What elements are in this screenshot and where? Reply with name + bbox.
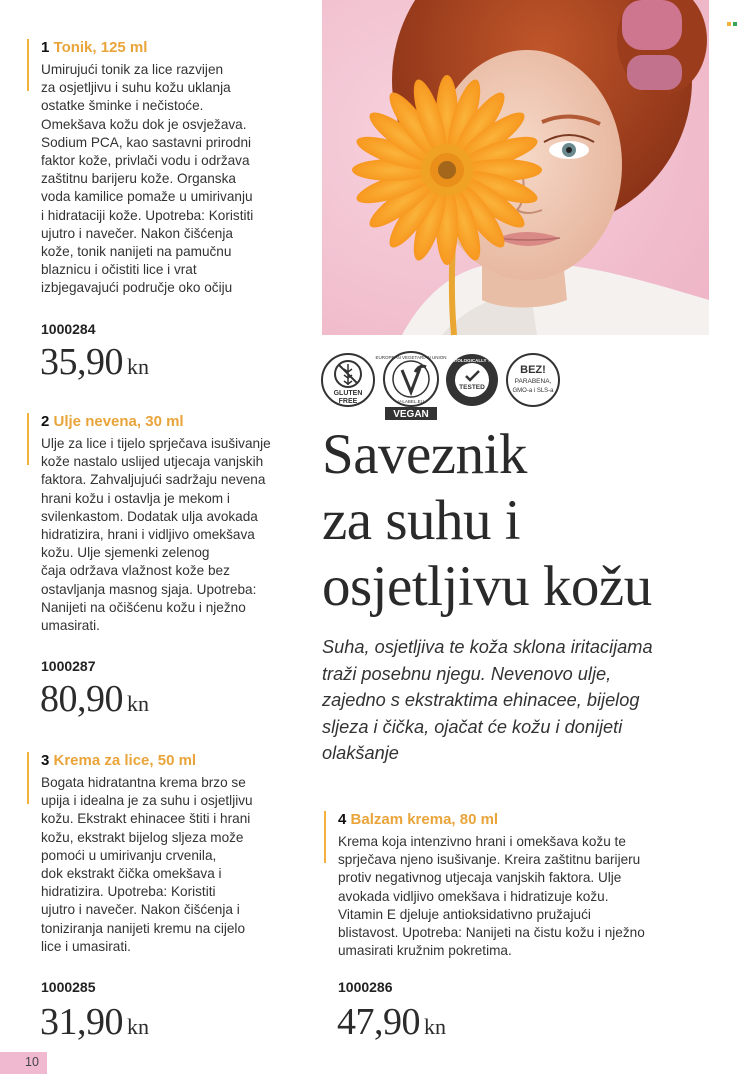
product-name: Ulje nevena, 30 ml bbox=[53, 413, 184, 430]
badge-text: GLUTEN bbox=[333, 390, 363, 397]
accent-bar bbox=[27, 39, 29, 91]
desc-line: ujutro i navečer. Nakon čišćenja bbox=[41, 225, 233, 241]
product-description bbox=[41, 774, 331, 956]
price-value: 31,90 bbox=[40, 1001, 123, 1043]
accent-bar bbox=[324, 811, 326, 863]
decor-dot bbox=[727, 22, 731, 26]
badge-text: EUROPEAN VEGETARIAN UNION bbox=[375, 355, 447, 360]
page-number-tab bbox=[0, 1052, 47, 1074]
desc-line: Sodium PCA, kao sastavni prirodni bbox=[41, 134, 252, 150]
desc-line: Vitamin E djeluje antioksidativno pružajući bbox=[338, 906, 591, 922]
desc-line: voda kamilice pomaže u umirivanju bbox=[41, 189, 253, 205]
vegan-badge bbox=[375, 350, 447, 427]
desc-line: faktor kože, privlači vodu i održava bbox=[41, 153, 250, 169]
desc-line: lice i umasirati. bbox=[41, 938, 131, 954]
price-currency: kn bbox=[127, 1014, 149, 1039]
desc-line: i hidrataciji kože. Upotreba: Koristiti bbox=[41, 207, 254, 223]
badge-text: GMO-a i SLS-a bbox=[512, 388, 554, 394]
product-heading bbox=[41, 413, 184, 430]
badge-text: V-LABEL.EU bbox=[398, 399, 424, 404]
desc-line: hidratizira, hrani i vidljivo omekšava bbox=[41, 527, 255, 543]
product-number: 3 bbox=[41, 752, 50, 769]
desc-line: čaja održava vlažnost kože bez bbox=[41, 563, 230, 579]
intro-line: traži posebnu njegu. Nevenovo ulje, bbox=[322, 663, 612, 684]
product-price bbox=[40, 677, 149, 721]
decor-dot bbox=[733, 22, 737, 26]
product-description bbox=[41, 435, 331, 635]
desc-line: izbjegavajući područje oko očiju bbox=[41, 280, 233, 296]
desc-line: blistavost. Upotreba: Nanijeti na čistu kožu i nježno bbox=[338, 925, 645, 941]
intro-line: olakšanje bbox=[322, 743, 399, 763]
product-description bbox=[41, 61, 331, 298]
product-number: 4 bbox=[338, 811, 347, 828]
product-code: 1000285 bbox=[41, 979, 96, 995]
badge-text: BEZ! bbox=[520, 364, 546, 376]
badge-text: VEGAN bbox=[393, 409, 429, 420]
product-name: Tonik, 125 ml bbox=[53, 39, 148, 56]
desc-line: faktora. Zahvaljujući sadržaju nevena bbox=[41, 472, 266, 488]
price-value: 35,90 bbox=[40, 341, 123, 383]
price-currency: kn bbox=[127, 691, 149, 716]
intro-line: sljeza i čička, ojačat će kožu i donijeti bbox=[322, 716, 623, 737]
badge-text: PARABENA, bbox=[514, 378, 552, 385]
desc-line: Ulje za lice i tijelo sprječava isušivanje bbox=[41, 436, 271, 451]
desc-line: blaznicu i očistiti lice i vrat bbox=[41, 262, 197, 278]
desc-line: svilenkastom. Dodatak ulja avokada bbox=[41, 508, 258, 524]
price-value: 80,90 bbox=[40, 678, 123, 720]
product-number: 2 bbox=[41, 413, 50, 430]
accent-bar bbox=[27, 413, 29, 465]
desc-line: Bogata hidratantna krema brzo se bbox=[41, 775, 246, 790]
desc-line: umasirati. bbox=[41, 618, 100, 634]
headline-line: osjetljivu kožu bbox=[322, 555, 652, 618]
product-price bbox=[337, 1000, 446, 1044]
desc-line: ostavljanja masnog sjaja. Upotreba: bbox=[41, 581, 257, 597]
desc-line: toniziranja nanijeti kremu na cijelo bbox=[41, 920, 246, 936]
desc-line: sprječava njeno isušivanje. Kreira zaštitnu barijeru bbox=[338, 852, 641, 868]
desc-line: pomoći u umirivanju crvenila, bbox=[41, 847, 217, 863]
intro-line: zajedno s ekstraktima ehinacee, bijelog bbox=[322, 690, 640, 710]
page-number: 10 bbox=[25, 1055, 39, 1069]
product-heading bbox=[338, 811, 498, 828]
desc-line: Omekšava kožu dok je osvježava. bbox=[41, 116, 247, 132]
desc-line: ujutro i navečer. Nakon čišćenja i bbox=[41, 902, 240, 918]
desc-line: kožu, ekstrakt bijelog sljeza može bbox=[41, 829, 244, 845]
desc-line: Nanijeti na očišćenu kožu i nježno bbox=[41, 599, 246, 615]
headline-line: Saveznik bbox=[322, 423, 527, 486]
accent-bar bbox=[27, 752, 29, 804]
desc-line: Umirujući tonik za lice razvijen bbox=[41, 62, 224, 77]
desc-line: kožu. Ulje sjemenki zelenog bbox=[41, 545, 210, 561]
page-headline bbox=[322, 422, 652, 620]
product-name: Balzam krema, 80 ml bbox=[350, 811, 499, 828]
price-value: 47,90 bbox=[337, 1001, 420, 1043]
paraben-free-badge bbox=[505, 352, 561, 413]
badge-text: DERMATOLOGICALLY TESTED bbox=[438, 358, 506, 363]
product-price bbox=[40, 340, 149, 384]
desc-line: kože nastalo uslijed utjecaja vanjskih bbox=[41, 454, 264, 470]
desc-line: zaštitnu barijeru kože. Organska bbox=[41, 171, 236, 187]
desc-line: ostatke šminke i nečistoće. bbox=[41, 98, 204, 114]
price-currency: kn bbox=[127, 354, 149, 379]
product-price bbox=[40, 1000, 149, 1044]
gluten-free-badge bbox=[320, 352, 376, 413]
desc-line: protiv negativnog utjecaja vanjskih faktora. Ulje bbox=[338, 870, 622, 886]
headline-line: za suhu i bbox=[322, 489, 521, 552]
desc-line: avokada vidljivo omekšava i hidratizuje kožu. bbox=[338, 888, 609, 904]
desc-line: umasirati kružnim pokretima. bbox=[338, 943, 512, 959]
badge-text: TESTED bbox=[459, 384, 485, 391]
product-description bbox=[338, 833, 718, 960]
badge-text: FREE bbox=[338, 398, 358, 405]
dermatologically-tested-badge bbox=[438, 352, 506, 413]
desc-line: kožu. Ekstrakt ehinacee štiti i hrani bbox=[41, 811, 251, 827]
price-currency: kn bbox=[424, 1014, 446, 1039]
desc-line: hidratizira. Upotreba: Koristiti bbox=[41, 884, 216, 900]
product-heading bbox=[41, 39, 147, 56]
desc-line: Krema koja intenzivno hrani i omekšava kožu te bbox=[338, 834, 626, 849]
intro-paragraph bbox=[322, 634, 722, 767]
product-heading bbox=[41, 752, 196, 769]
product-code: 1000287 bbox=[41, 658, 96, 674]
desc-line: kože, tonik nanijeti na pamučnu bbox=[41, 244, 232, 260]
product-number: 1 bbox=[41, 39, 50, 56]
intro-line: Suha, osjetljiva te koža sklona iritacijama bbox=[322, 637, 653, 657]
desc-line: za osjetljivu i suhu kožu uklanja bbox=[41, 80, 231, 96]
desc-line: hrani kožu i ostavlja je mekom i bbox=[41, 490, 230, 506]
product-name: Krema za lice, 50 ml bbox=[53, 752, 197, 769]
product-code: 1000284 bbox=[41, 321, 96, 337]
hero-photo bbox=[322, 0, 709, 335]
product-code: 1000286 bbox=[338, 979, 393, 995]
desc-line: upija i idealna je za suhu i osjetljivu bbox=[41, 793, 253, 809]
desc-line: dok ekstrakt čička omekšava i bbox=[41, 866, 222, 882]
